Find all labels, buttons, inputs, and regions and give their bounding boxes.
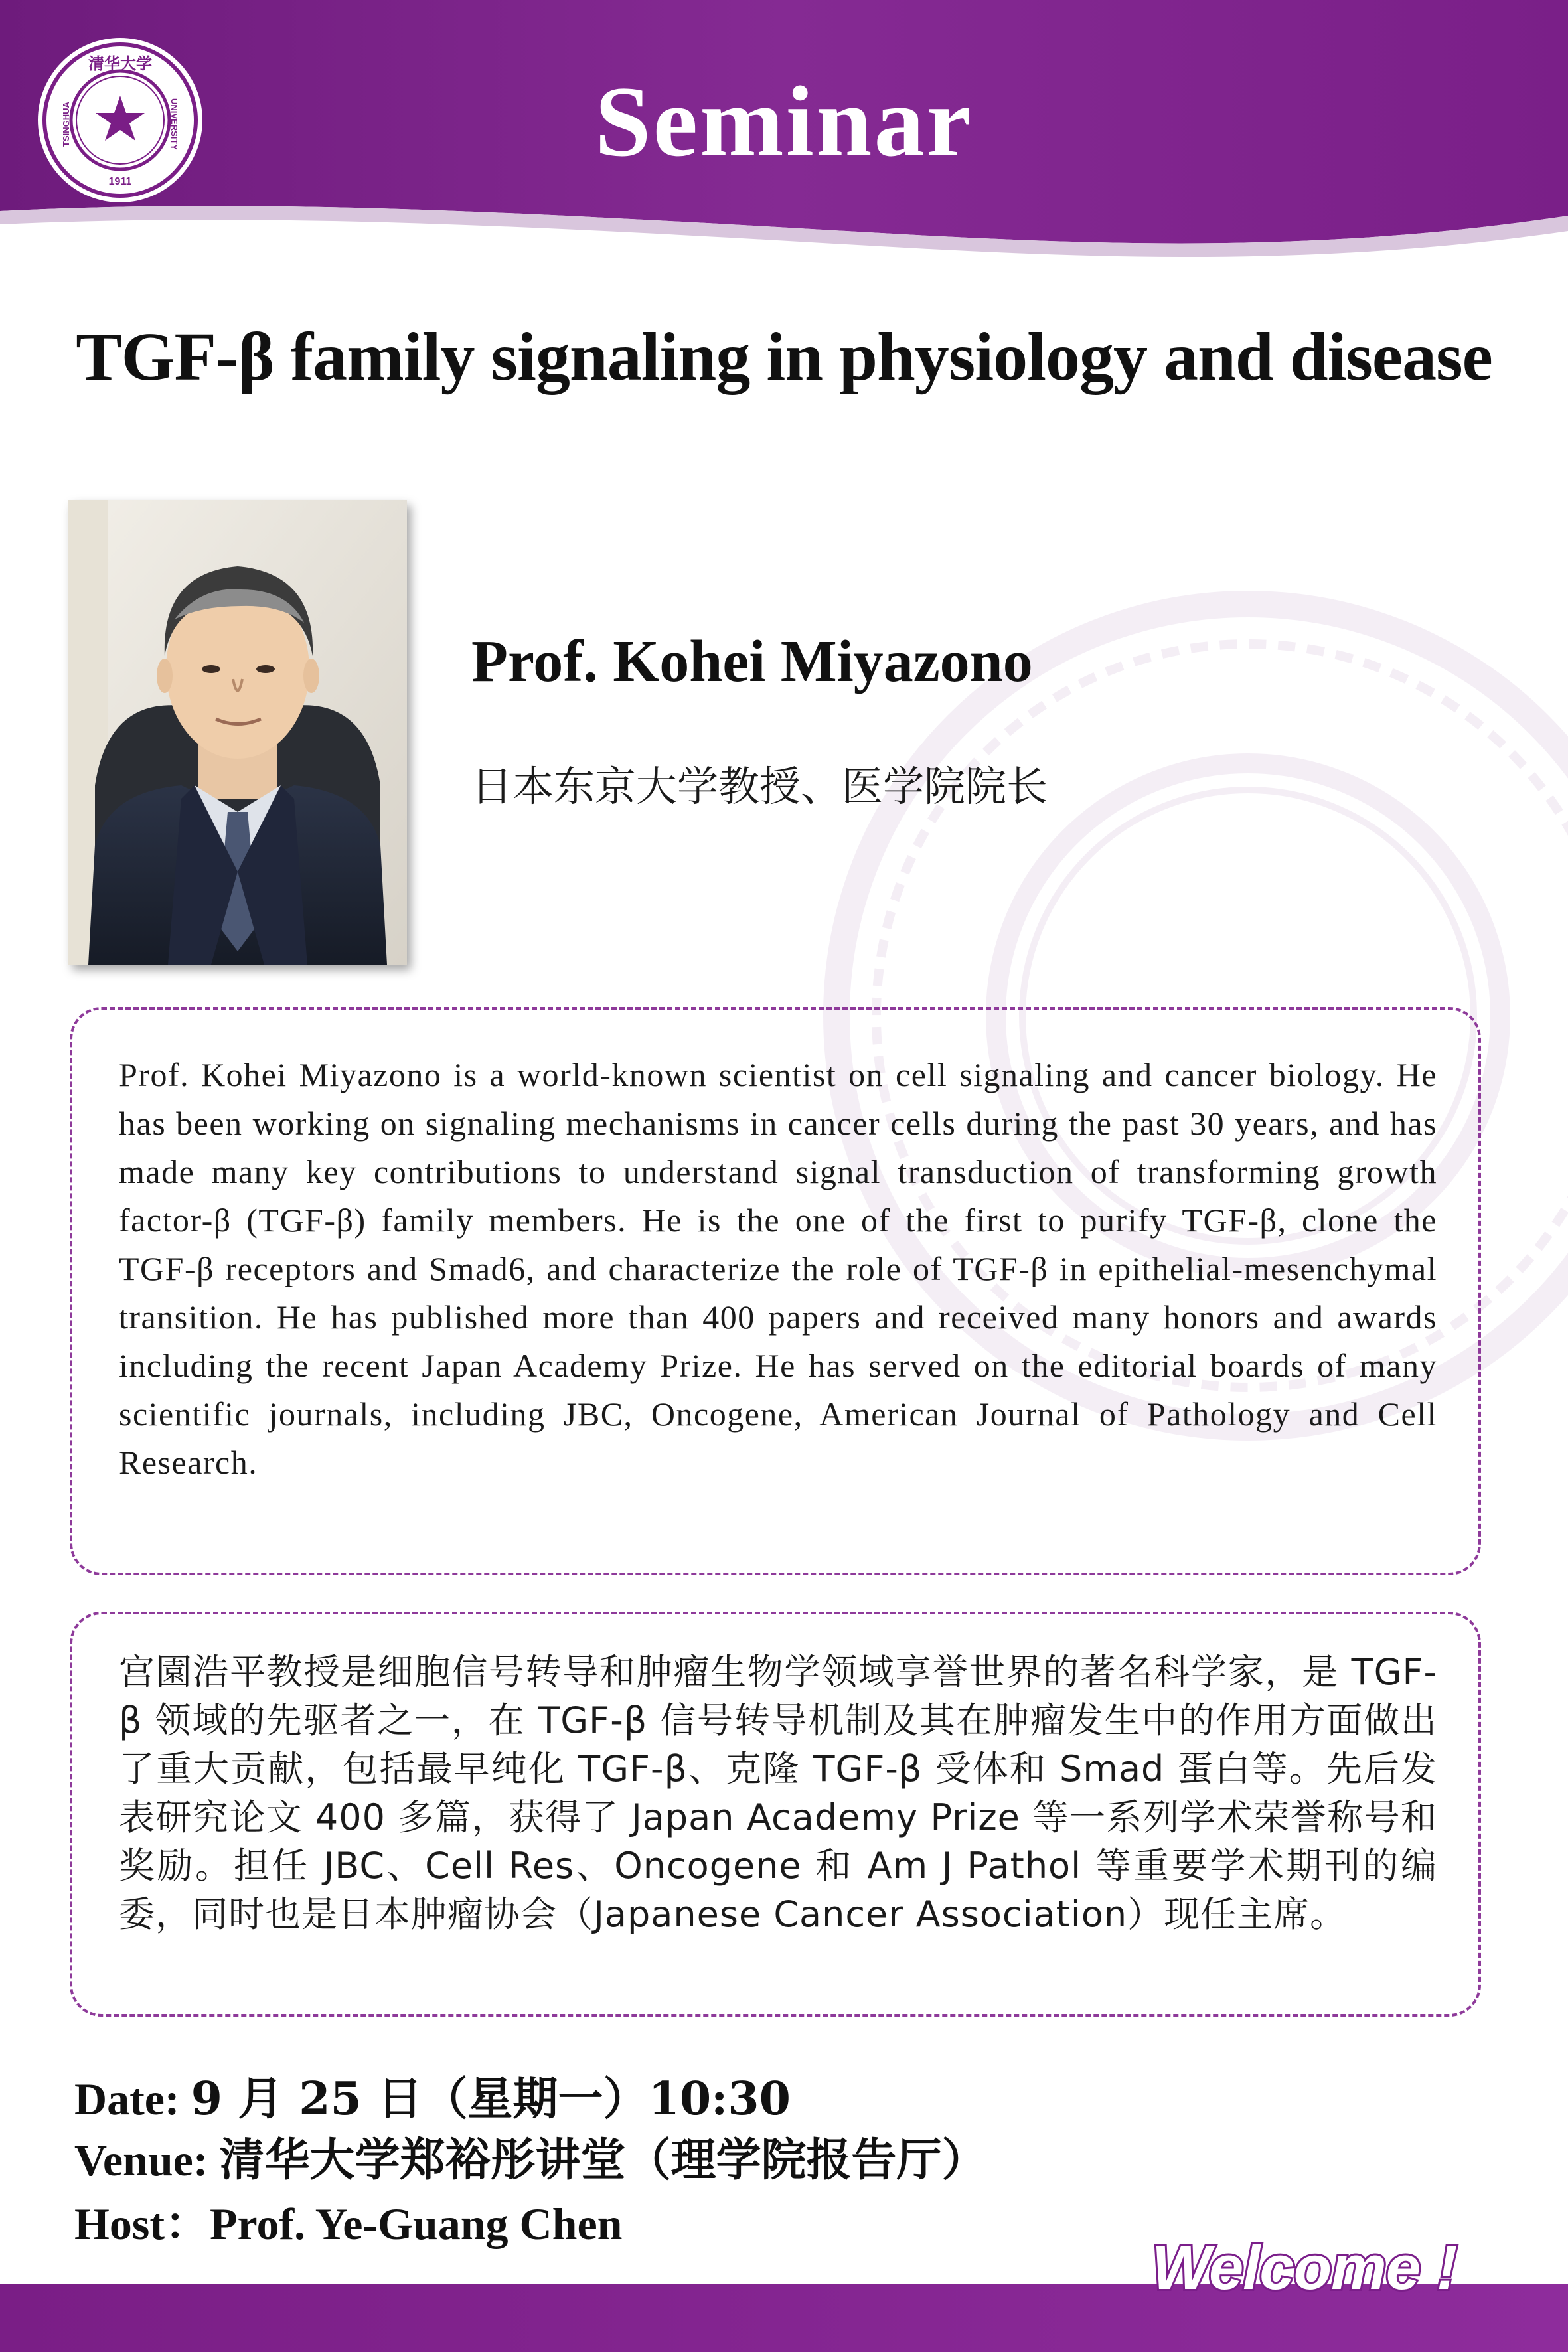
date-label: Date: — [74, 2074, 191, 2124]
logo-text-left: TSINGHUA — [61, 102, 71, 147]
event-date — [74, 2063, 791, 2128]
bio-english-box — [70, 1007, 1481, 1575]
logo-text-top: 清华大学 — [88, 54, 152, 73]
host-label: Host： — [74, 2199, 210, 2249]
seminar-title: Seminar — [595, 66, 973, 177]
welcome-text: Welcome ! — [1152, 2233, 1457, 2302]
date-value: 9 月 25 日（星期一）10:30 — [191, 2073, 791, 2126]
bio-chinese-text: 宫園浩平教授是细胞信号转导和肿瘤生物学领域享誉世界的著名科学家，是 TGF-β 领域的先驱者之一，在 TGF-β 信号转导机制及其在肿瘤发生中的作用方面做出了重大贡献，包括最早纯化 TGF-β、克隆 TGF-β 受体和 Smad 蛋白等。先后发表研究论文 400 多篇，获得了 Japan Academy Prize 等一系列学术荣誉称号和奖励。担任 JBC、Cell Res、Oncogene 和 Am J Pathol 等重要学术期刊的编委，同时也是日本肿瘤协会（Japanese Cancer Association）现任主席。 — [119, 1651, 1437, 1935]
logo-text-right: UNIVERSITY — [169, 98, 179, 151]
speaker-photo — [68, 500, 407, 965]
event-host — [74, 2188, 622, 2252]
event-venue — [74, 2124, 987, 2189]
bio-chinese-box — [70, 1612, 1481, 2017]
host-value: Prof. Ye-Guang Chen — [210, 2199, 623, 2249]
speaker-affiliation: 日本东京大学教授、医学院院长 — [471, 762, 1048, 811]
speaker-name: Prof. Kohei Miyazono — [471, 629, 1033, 694]
logo-year: 1911 — [108, 176, 132, 187]
header-banner — [0, 0, 1568, 279]
venue-label: Venue: — [74, 2135, 220, 2185]
talk-title: TGF-β family signaling in physiology and disease — [76, 319, 1492, 395]
bio-english-text: Prof. Kohei Miyazono is a world-known scientist on cell signaling and cancer biology. He has been working on signaling mechanisms in cancer cells during the past 30 years, and has made many key contributions to understand signal transduction of transforming growth factor-β (TGF-β) family members. He is the one of the first to purify TGF-β, clone the TGF-β receptors and Smad6, and characterize the role of TGF-β in epithelial-mesenchymal transition. He has published more than 400 papers and received many honors and awards including the recent Japan Academy Prize. He has served on the editorial boards of many scientific journals, including JBC, Oncogene, American Journal of Pathology and Cell Research. — [119, 1056, 1437, 1481]
venue-value: 清华大学郑裕彤讲堂（理学院报告厅） — [219, 2134, 987, 2187]
